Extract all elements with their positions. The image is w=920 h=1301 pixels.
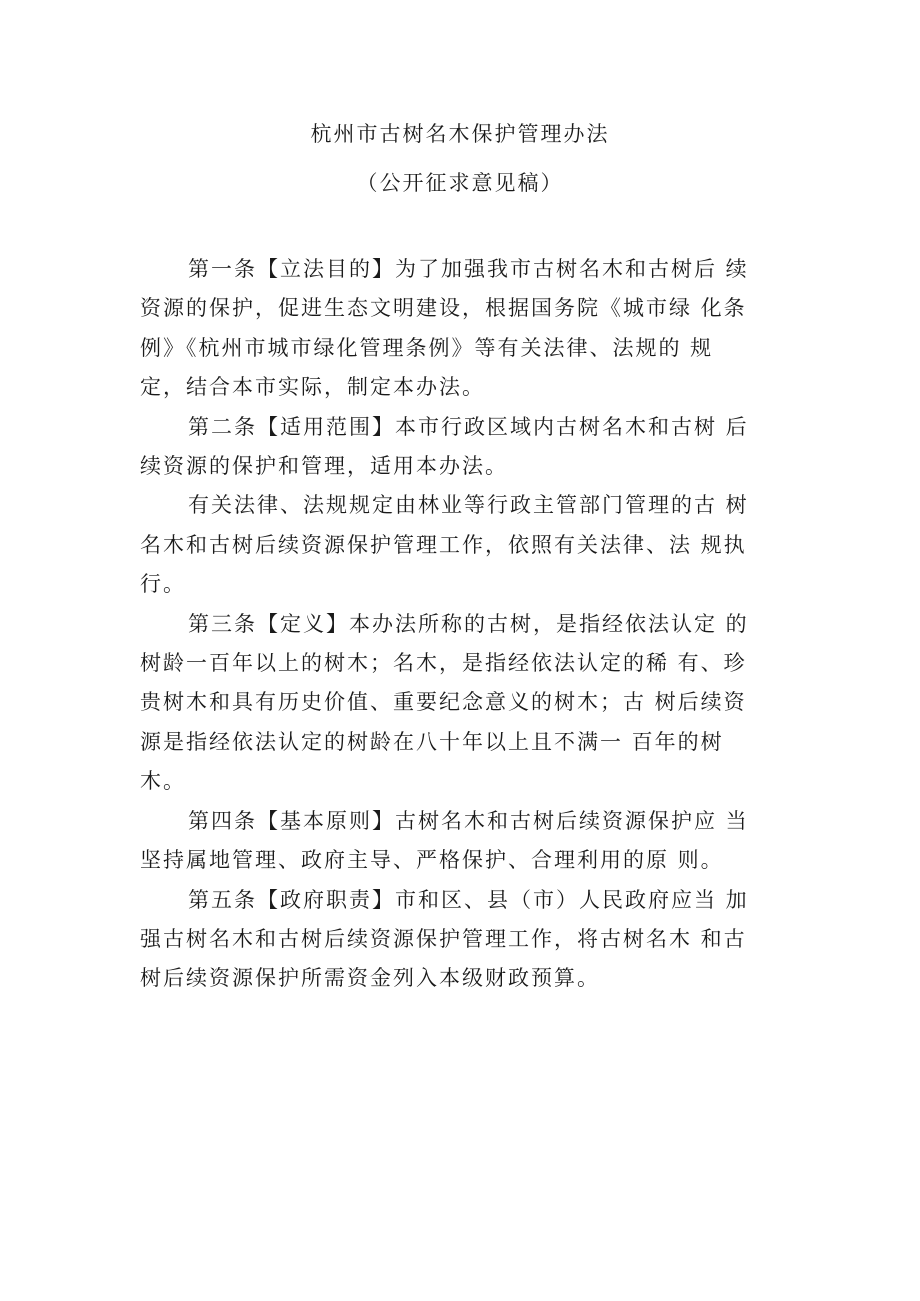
text-line: 例》《杭州市城市绿化管理条例》等有关法律、法规的 规 [140, 335, 714, 360]
text-line: 贵树木和具有历史价值、重要纪念意义的树木；古 树后续资 [140, 690, 747, 715]
text-line: 源是指经依法认定的树龄在八十年以上且不满一 百年的树 [140, 729, 724, 754]
text-line: 树后续资源保护所需资金列入本级财政预算。 [140, 966, 600, 991]
document-subtitle: （公开征求意见稿） [356, 171, 564, 195]
text-line: 续资源的保护和管理，适用本办法。 [140, 454, 508, 479]
text-line: 树龄一百年以上的树木；名木，是指经依法认定的稀 有、珍 [140, 651, 747, 676]
text-line: 强古树名木和古树后续资源保护管理工作，将古树名木 和古 [140, 926, 747, 951]
text-line: 坚持属地管理、政府主导、严格保护、合理利用的原 则。 [140, 848, 724, 873]
article-2-paragraph [140, 408, 760, 487]
text-line: 第五条【政府职责】市和区、县（市）人民政府应当 加 [188, 887, 749, 912]
document-title: 杭州市古树名木保护管理办法 [310, 122, 610, 146]
text-line: 第二条【适用范围】本市行政区域内古树名木和古树 后 [188, 414, 749, 439]
article-4-paragraph [140, 802, 760, 881]
text-line: 第一条【立法目的】为了加强我市古树名木和古树后 续 [188, 257, 749, 281]
article-2-clause-paragraph [140, 486, 760, 604]
article-3-paragraph [140, 605, 760, 802]
text-line: 资源的保护，促进生态文明建设，根据国务院《城市绿 化条 [140, 296, 747, 321]
text-line: 木。 [140, 769, 186, 794]
text-line: 第四条【基本原则】古树名木和古树后续资源保护应 当 [188, 808, 749, 833]
article-1-paragraph [140, 250, 760, 408]
text-line: 有关法律、法规规定由林业等行政主管部门管理的古 树 [188, 493, 749, 518]
text-line: 行。 [140, 572, 186, 597]
text-line: 定，结合本市实际，制定本办法。 [140, 375, 485, 400]
document-body [140, 250, 760, 999]
text-line: 第三条【定义】本办法所称的古树，是指经依法认定 的 [188, 611, 749, 636]
text-line: 名木和古树后续资源保护管理工作，依照有关法律、法 规执 [140, 532, 747, 557]
article-5-paragraph [140, 881, 760, 999]
